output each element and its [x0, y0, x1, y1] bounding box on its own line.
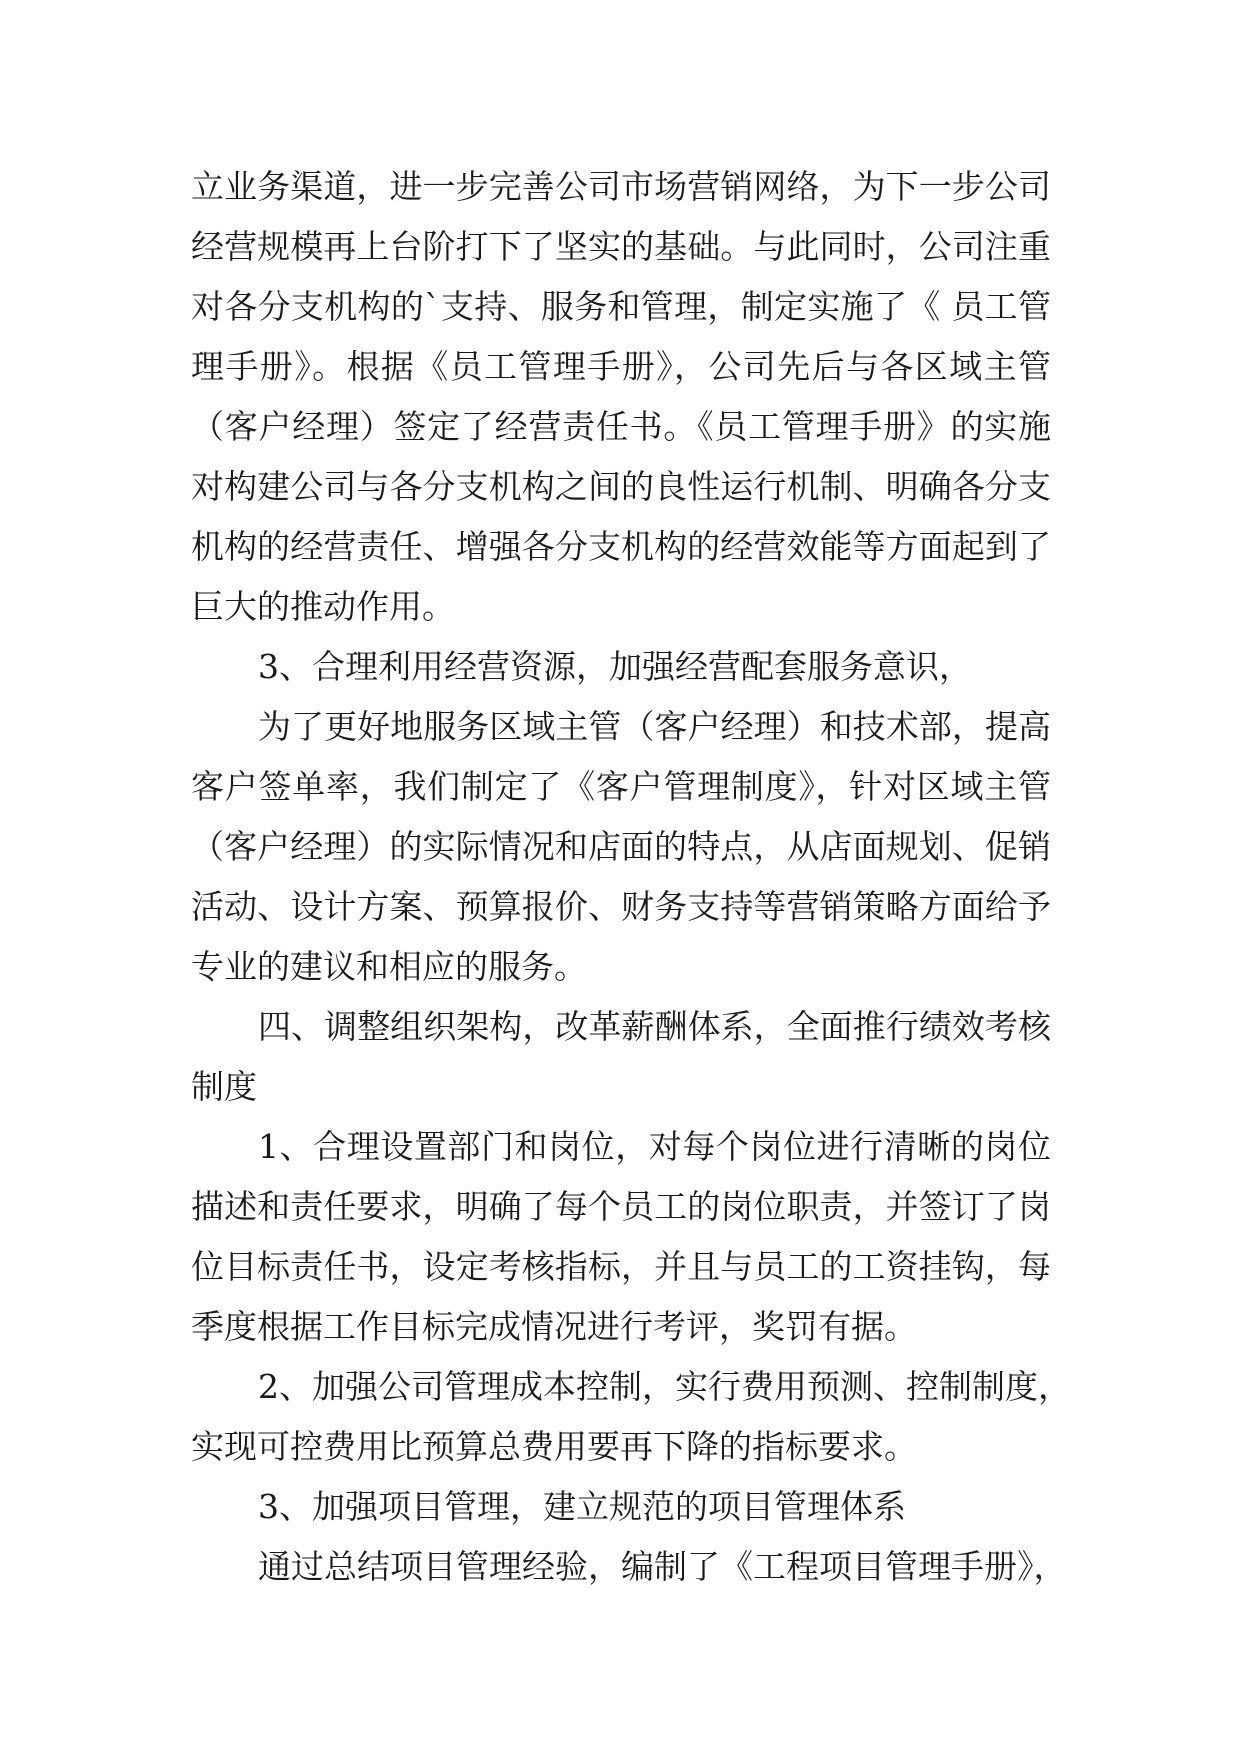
section-heading: 3、加强项目管理，建立规范的项目管理体系	[258, 1487, 906, 1526]
text-line: 2、加强公司管理成本控制，实行费用预测、控制制度，	[258, 1367, 1071, 1406]
section-heading: 四、调整组织架构，改革薪酬体系，全面推行绩效考核	[258, 1007, 1051, 1046]
text-line: 季度根据工作目标完成情况进行考评，奖罚有据。	[191, 1307, 917, 1346]
text-line: 描述和责任要求，明确了每个员工的岗位职责，并签订了岗	[191, 1187, 1051, 1226]
text-line: 机构的经营责任、增强各分支机构的经营效能等方面起到了	[191, 527, 1051, 566]
text-line: 活动、设计方案、预算报价、财务支持等营销策略方面给予	[191, 887, 1051, 926]
text-line: 1、合理设置部门和岗位，对每个岗位进行清晰的岗位	[258, 1127, 1051, 1166]
text-line: 巨大的推动作用。	[191, 587, 455, 626]
text-line: 位目标责任书，设定考核指标，并且与员工的工资挂钩，每	[191, 1247, 1051, 1286]
text-line: 对各分支机构的`支持、服务和管理，制定实施了《 员工管	[191, 287, 1051, 326]
text-line: 对构建公司与各分支机构之间的良性运行机制、明确各分支	[191, 467, 1051, 506]
section-heading: 制度	[191, 1067, 257, 1106]
text-line: 经营规模再上台阶打下了坚实的基础。与此同时，公司注重	[191, 227, 1051, 266]
text-line: 通过总结项目管理经验，编制了《工程项目管理手册》，	[258, 1547, 1067, 1586]
text-line: 实现可控费用比预算总费用要再下降的指标要求。	[191, 1427, 917, 1466]
section-heading: 3、合理利用经营资源，加强经营配套服务意识，	[258, 647, 972, 686]
text-line: （客户经理）的实际情况和店面的特点，从店面规划、促销	[191, 827, 1051, 866]
text-line: 立业务渠道，进一步完善公司市场营销网络，为下一步公司	[191, 167, 1051, 206]
text-line: 理手册》。根据《员工管理手册》，公司先后与各区域主管	[191, 347, 1051, 386]
text-line: 客户签单率，我们制定了《客户管理制度》，针对区域主管	[191, 767, 1051, 806]
text-line: （客户经理）签定了经营责任书。《员工管理手册》的实施	[191, 407, 1051, 446]
text-line: 为了更好地服务区域主管（客户经理）和技术部，提高	[258, 707, 1051, 746]
text-line: 专业的建议和相应的服务。	[191, 947, 587, 986]
